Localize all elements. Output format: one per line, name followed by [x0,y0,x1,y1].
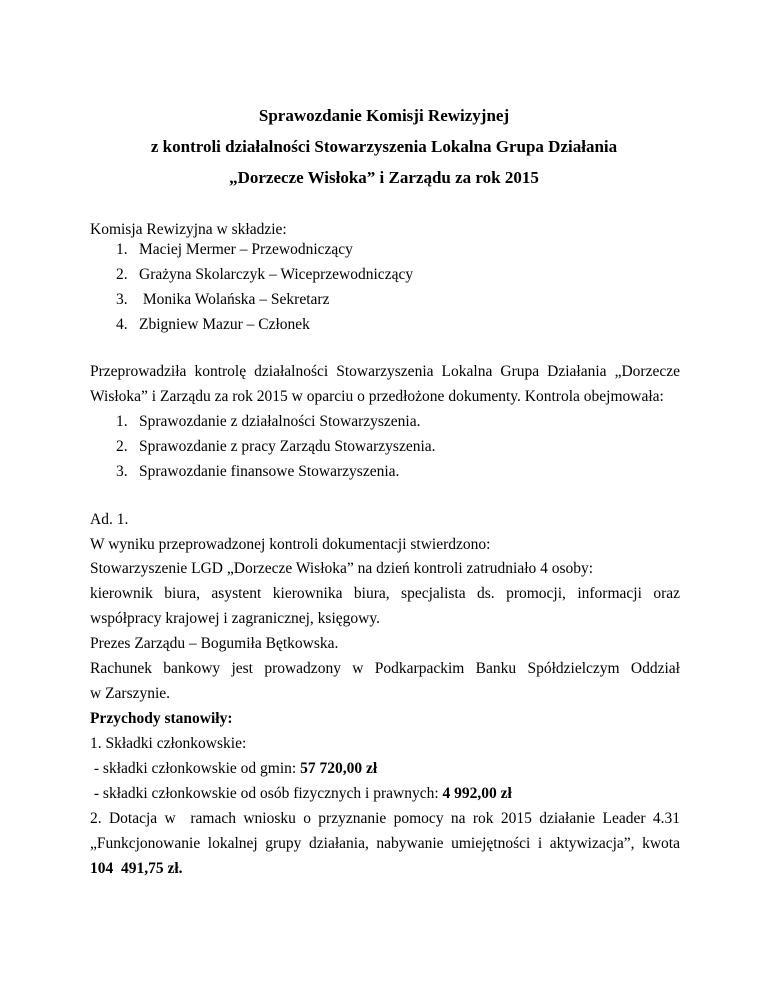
title-line-2: z kontroli działalności Stowarzyszenia Lokalna Grupa Działania [150,137,618,156]
list-item: Grażyna Skolarczyk – Wiceprzewodniczący [139,266,414,283]
control-paragraph-line-2: Wisłoka” i Zarządu za rok 2015 w oparciu o przedłożone dokumenty. Kontrola obejmowała: [90,388,664,405]
income-heading: Przychody stanowiły: [90,710,233,727]
income-item-2-line-1: 2. Dotacja w ramach wniosku o przyznanie pomocy na rok 2015 działanie Leader 4.31 [90,810,680,827]
income-item-1b-value: 4 992,00 zł [442,785,512,802]
ad1-president: Prezes Zarządu – Bogumiła Bętkowska. [90,635,339,652]
income-item-1a-label: - składki członkowskie od gmin: [90,760,301,777]
list-item-number: 4. [116,316,128,333]
list-item: Sprawozdanie z pracy Zarządu Stowarzyszenia. [139,438,436,455]
list-item-number: 3. [116,463,128,480]
list-item: Sprawozdanie z działalności Stowarzyszenia. [139,413,421,430]
ad1-heading: Ad. 1. [90,511,129,528]
income-item-1a [90,759,680,779]
commission-intro: Komisja Rewizyjna w składzie: [90,221,287,238]
income-item-1a-value: 57 720,00 zł [300,760,378,777]
list-item: Maciej Mermer – Przewodniczący [139,241,353,258]
list-item-number: 1. [116,413,128,430]
income-item-2-line-2: „Funkcjonowanie lokalnej grupy działania, nabywanie umiejętności i aktywizacja”, kwota [90,835,680,852]
list-item: Sprawozdanie finansowe Stowarzyszenia. [139,463,400,480]
ad1-positions-line-1: kierownik biura, asystent kierownika biura, specjalista ds. promocji, informacji oraz [90,585,680,602]
income-item-1b [90,784,680,804]
title-line-1: Sprawozdanie Komisji Rewizyjnej [258,106,510,125]
list-item-number: 2. [116,266,128,283]
income-item-2-amount: 104 491,75 zł. [90,860,183,877]
ad1-employment: Stowarzyszenie LGD „Dorzecze Wisłoka” na dzień kontroli zatrudniało 4 osoby: [90,560,594,577]
list-item-number: 3. [116,291,128,308]
list-item: Monika Wolańska – Sekretarz [139,291,330,308]
list-item-number: 2. [116,438,128,455]
ad1-bank-line-1: Rachunek bankowy jest prowadzony w Podkarpackim Banku Spółdzielczym Oddział [90,660,680,677]
ad1-finding: W wyniku przeprowadzonej kontroli dokumentacji stwierdzono: [90,536,491,553]
ad1-bank-line-2: w Zarszynie. [90,685,171,702]
list-item-number: 1. [116,241,128,258]
income-item-1: 1. Składki członkowskie: [90,735,247,752]
list-item: Zbigniew Mazur – Członek [139,316,310,333]
title-line-3: „Dorzecze Wisłoka” i Zarządu za rok 2015 [229,168,539,187]
control-paragraph-line-1: Przeprowadziła kontrolę działalności Stowarzyszenia Lokalna Grupa Działania „Dorzecze [90,363,680,380]
ad1-positions-line-2: współpracy krajowej i zagranicznej, księgowy. [90,610,380,627]
income-item-1b-label: - składki członkowskie od osób fizycznych i prawnych: [90,785,443,802]
